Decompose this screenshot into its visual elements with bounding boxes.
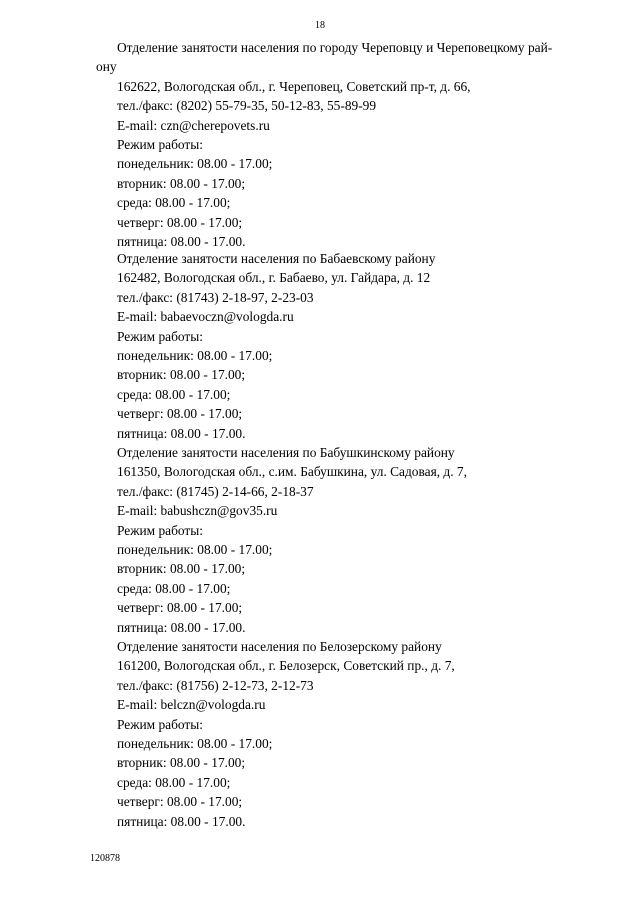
- office-hours-monday: понедельник: 08.00 - 17.00;: [117, 348, 273, 364]
- office-hours-monday: понедельник: 08.00 - 17.00;: [117, 542, 273, 558]
- office-hours-tuesday: вторник: 08.00 - 17.00;: [117, 755, 246, 771]
- office-email: E-mail: belczn@vologda.ru: [117, 697, 266, 713]
- office-address: 161200, Вологодская обл., г. Белозерск, Советский пр., д. 7,: [117, 658, 455, 674]
- office-phone: тел./факс: (81743) 2-18-97, 2-23-03: [117, 289, 314, 305]
- office-hours-friday: пятница: 08.00 - 17.00.: [117, 425, 246, 441]
- office-title: Отделение занятости населения по Белозерскому району: [117, 639, 442, 654]
- office-hours-friday: пятница: 08.00 - 17.00.: [117, 234, 246, 250]
- office-hours-wednesday: среда: 08.00 - 17.00;: [117, 774, 231, 790]
- office-hours-monday: понедельник: 08.00 - 17.00;: [117, 156, 273, 172]
- office-hours-friday: пятница: 08.00 - 17.00.: [117, 619, 246, 635]
- office-address: 162482, Вологодская обл., г. Бабаево, ул. Гайдара, д. 12: [117, 270, 431, 286]
- office-hours-tuesday: вторник: 08.00 - 17.00;: [117, 561, 246, 577]
- office-hours-wednesday: среда: 08.00 - 17.00;: [117, 580, 231, 596]
- office-hours-thursday: четверг: 08.00 - 17.00;: [117, 406, 243, 422]
- office-hours-tuesday: вторник: 08.00 - 17.00;: [117, 175, 246, 191]
- page-number: 18: [315, 20, 325, 31]
- office-hours-monday: понедельник: 08.00 - 17.00;: [117, 736, 273, 752]
- office-hours-thursday: четверг: 08.00 - 17.00;: [117, 794, 243, 810]
- office-address: 162622, Вологодская обл., г. Череповец, Советский пр-т, д. 66,: [117, 78, 471, 94]
- office-title: Отделение занятости населения по Бабаевскому району: [117, 251, 436, 266]
- office-hours-label: Режим работы:: [117, 522, 203, 538]
- office-hours-label: Режим работы:: [117, 137, 203, 153]
- office-phone: тел./факс: (81756) 2-12-73, 2-12-73: [117, 677, 314, 693]
- office-email: E-mail: babushczn@gov35.ru: [117, 503, 278, 519]
- office-block-babushkino: [117, 443, 467, 637]
- office-phone: тел./факс: (8202) 55-79-35, 50-12-83, 55-89-99: [117, 98, 377, 114]
- office-hours-wednesday: среда: 08.00 - 17.00;: [117, 195, 231, 211]
- office-email: E-mail: czn@cherepovets.ru: [117, 117, 270, 133]
- office-hours-thursday: четверг: 08.00 - 17.00;: [117, 600, 243, 616]
- office-hours-label: Режим работы:: [117, 328, 203, 344]
- office-phone: тел./факс: (81745) 2-14-66, 2-18-37: [117, 483, 314, 499]
- document-code: 120878: [90, 853, 120, 864]
- office-hours-label: Режим работы:: [117, 716, 203, 732]
- office-title-continuation: ону: [96, 59, 117, 75]
- office-title: Отделение занятости населения по Бабушкинскому району: [117, 445, 455, 460]
- office-block-belozersk: [117, 637, 455, 831]
- office-email: E-mail: babaevoczn@vologda.ru: [117, 309, 294, 325]
- office-hours-thursday: четверг: 08.00 - 17.00;: [117, 214, 243, 230]
- office-hours-tuesday: вторник: 08.00 - 17.00;: [117, 367, 246, 383]
- office-address: 161350, Вологодская обл., с.им. Бабушкина, ул. Садовая, д. 7,: [117, 464, 467, 480]
- office-block-cherepovets: [96, 38, 553, 251]
- office-hours-wednesday: среда: 08.00 - 17.00;: [117, 386, 231, 402]
- office-title: Отделение занятости населения по городу Череповцу и Череповецкому рай-: [117, 40, 553, 55]
- office-block-babaevo: [117, 249, 435, 443]
- office-hours-friday: пятница: 08.00 - 17.00.: [117, 813, 246, 829]
